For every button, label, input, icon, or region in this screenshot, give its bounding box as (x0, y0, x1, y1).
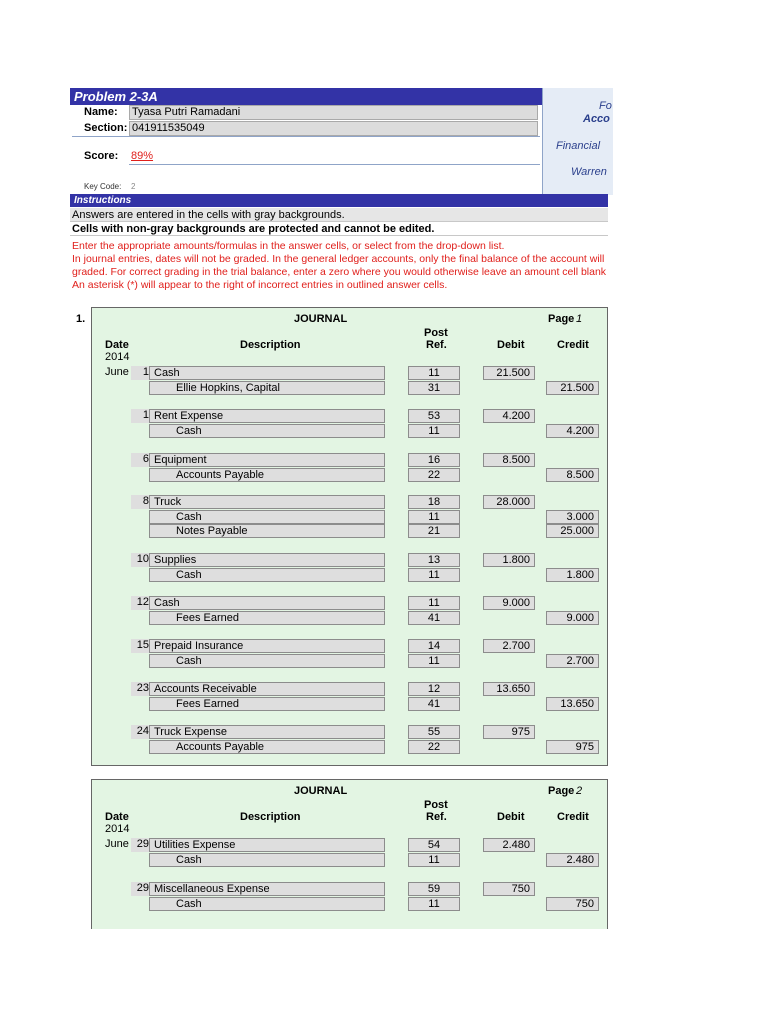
post-ref-cell[interactable]: 13 (408, 553, 460, 567)
debit-header: Debit (497, 811, 525, 823)
description-cell[interactable]: Fees Earned (149, 697, 385, 711)
score-divider (129, 164, 540, 165)
year-label: 2014 (105, 823, 130, 835)
problem-title: Problem 2-3A (70, 88, 542, 105)
description-cell[interactable]: Accounts Payable (149, 468, 385, 482)
panel-line-2: Acco (583, 113, 610, 125)
post-ref-cell[interactable]: 53 (408, 409, 460, 423)
instruction-note-2: In journal entries, dates will not be graded. In the general ledger accounts, only the final balance of the account will (72, 253, 605, 265)
description-cell[interactable]: Ellie Hopkins, Capital (149, 381, 385, 395)
post-ref-cell[interactable]: 54 (408, 838, 460, 852)
post-ref-cell[interactable]: 11 (408, 366, 460, 380)
page-label: Page (548, 785, 575, 797)
section-field[interactable]: 041911535049 (129, 121, 538, 136)
post-header: Post (424, 327, 448, 339)
entry-day[interactable]: 23 (131, 682, 151, 696)
entry-day[interactable]: 8 (131, 495, 151, 509)
credit-cell[interactable]: 21.500 (546, 381, 599, 395)
post-ref-cell[interactable]: 16 (408, 453, 460, 467)
debit-cell[interactable]: 4.200 (483, 409, 535, 423)
journal-page-2 (91, 779, 608, 929)
description-cell[interactable]: Cash (149, 853, 385, 867)
post-ref-cell[interactable]: 18 (408, 495, 460, 509)
post-ref-cell[interactable]: 31 (408, 381, 460, 395)
description-cell[interactable]: Fees Earned (149, 611, 385, 625)
post-ref-cell[interactable]: 11 (408, 897, 460, 911)
post-ref-cell[interactable]: 11 (408, 510, 460, 524)
description-cell[interactable]: Cash (149, 366, 385, 380)
score-label: Score: (84, 150, 119, 162)
debit-cell[interactable]: 21.500 (483, 366, 535, 380)
description-cell[interactable]: Equipment (149, 453, 385, 467)
description-cell[interactable]: Cash (149, 568, 385, 582)
credit-cell[interactable]: 13.650 (546, 697, 599, 711)
description-cell[interactable]: Supplies (149, 553, 385, 567)
instruction-note-3: graded. For correct grading in the trial balance, enter a zero where you would otherwise leave an amount cell blank (72, 266, 607, 278)
credit-cell[interactable]: 3.000 (546, 510, 599, 524)
description-cell[interactable]: Utilities Expense (149, 838, 385, 852)
page-label: Page (548, 313, 575, 325)
description-cell[interactable]: Truck Expense (149, 725, 385, 739)
credit-cell[interactable]: 25.000 (546, 524, 599, 538)
year-label: 2014 (105, 351, 130, 363)
entry-day[interactable]: 15 (131, 639, 151, 653)
panel-line-3: Financial (556, 140, 601, 152)
instructions-heading: Instructions (70, 194, 608, 207)
post-ref-cell[interactable]: 41 (408, 697, 460, 711)
post-ref-cell[interactable]: 41 (408, 611, 460, 625)
header-divider (72, 136, 540, 137)
debit-cell[interactable]: 13.650 (483, 682, 535, 696)
entry-day[interactable]: 29 (131, 882, 151, 896)
debit-cell[interactable]: 2.700 (483, 639, 535, 653)
post-ref-cell[interactable]: 11 (408, 568, 460, 582)
description-cell[interactable]: Cash (149, 654, 385, 668)
description-cell[interactable]: Truck (149, 495, 385, 509)
month-label: June (105, 838, 129, 850)
description-cell[interactable]: Notes Payable (149, 524, 385, 538)
post-ref-cell[interactable]: 22 (408, 740, 460, 754)
ref-header: Ref. (426, 811, 447, 823)
journal-title: JOURNAL (294, 313, 348, 325)
credit-header: Credit (557, 811, 589, 823)
debit-header: Debit (497, 339, 525, 351)
date-header: Date (105, 339, 129, 351)
description-cell[interactable]: Rent Expense (149, 409, 385, 423)
entry-day[interactable]: 12 (131, 596, 151, 610)
panel-line-4: Warren (571, 166, 607, 178)
description-cell[interactable]: Cash (149, 424, 385, 438)
name-label: Name: (84, 106, 118, 118)
post-ref-cell[interactable]: 14 (408, 639, 460, 653)
credit-cell[interactable]: 2.480 (546, 853, 599, 867)
credit-cell[interactable]: 8.500 (546, 468, 599, 482)
instruction-note-4: An asterisk (*) will appear to the right of incorrect entries in outlined answer cells. (72, 279, 448, 291)
entry-day[interactable]: 6 (131, 453, 151, 467)
entry-day[interactable]: 24 (131, 725, 151, 739)
ref-header: Ref. (426, 339, 447, 351)
credit-cell[interactable]: 975 (546, 740, 599, 754)
post-ref-cell[interactable]: 21 (408, 524, 460, 538)
post-ref-cell[interactable]: 59 (408, 882, 460, 896)
entry-day[interactable]: 1 (131, 366, 151, 380)
credit-cell[interactable]: 1.800 (546, 568, 599, 582)
post-ref-cell[interactable]: 22 (408, 468, 460, 482)
description-cell[interactable]: Cash (149, 897, 385, 911)
debit-cell[interactable]: 8.500 (483, 453, 535, 467)
entry-day[interactable]: 29 (131, 838, 151, 852)
description-cell[interactable]: Cash (149, 510, 385, 524)
post-ref-cell[interactable]: 11 (408, 424, 460, 438)
debit-cell[interactable]: 2.480 (483, 838, 535, 852)
debit-cell[interactable]: 975 (483, 725, 535, 739)
debit-cell[interactable]: 28.000 (483, 495, 535, 509)
key-code-label: Key Code: (84, 182, 122, 191)
post-ref-cell[interactable]: 55 (408, 725, 460, 739)
textbook-panel (542, 88, 613, 195)
entry-day[interactable]: 1 (131, 409, 151, 423)
instruction-row-2: Cells with non-gray backgrounds are protected and cannot be edited. (70, 222, 608, 236)
post-ref-cell[interactable]: 11 (408, 596, 460, 610)
instruction-row-1: Answers are entered in the cells with gray backgrounds. (70, 208, 608, 222)
description-cell[interactable]: Accounts Receivable (149, 682, 385, 696)
section-label: Section: (84, 122, 128, 134)
panel-line-1: Fo (599, 100, 612, 112)
month-label: June (105, 366, 129, 378)
credit-cell[interactable]: 9.000 (546, 611, 599, 625)
page-number: 1 (576, 313, 583, 325)
description-cell[interactable]: Cash (149, 596, 385, 610)
credit-header: Credit (557, 339, 589, 351)
name-field[interactable]: Tyasa Putri Ramadani (129, 105, 538, 120)
description-header: Description (240, 339, 301, 351)
debit-cell[interactable]: 9.000 (483, 596, 535, 610)
debit-cell[interactable]: 1.800 (483, 553, 535, 567)
credit-cell[interactable]: 750 (546, 897, 599, 911)
instruction-note-1: Enter the appropriate amounts/formulas in the answer cells, or select from the drop-down list. (72, 240, 505, 252)
post-header: Post (424, 799, 448, 811)
post-ref-cell[interactable]: 11 (408, 654, 460, 668)
key-code-value: 2 (131, 182, 136, 191)
journal-title: JOURNAL (294, 785, 348, 797)
score-value: 89% (131, 150, 154, 162)
description-cell[interactable]: Accounts Payable (149, 740, 385, 754)
description-cell[interactable]: Prepaid Insurance (149, 639, 385, 653)
date-header: Date (105, 811, 129, 823)
entry-day[interactable]: 10 (131, 553, 151, 567)
debit-cell[interactable]: 750 (483, 882, 535, 896)
description-header: Description (240, 811, 301, 823)
description-cell[interactable]: Miscellaneous Expense (149, 882, 385, 896)
journal-page-1 (91, 307, 608, 766)
credit-cell[interactable]: 4.200 (546, 424, 599, 438)
question-number: 1. (76, 313, 86, 325)
page-number: 2 (576, 785, 583, 797)
post-ref-cell[interactable]: 11 (408, 853, 460, 867)
post-ref-cell[interactable]: 12 (408, 682, 460, 696)
credit-cell[interactable]: 2.700 (546, 654, 599, 668)
